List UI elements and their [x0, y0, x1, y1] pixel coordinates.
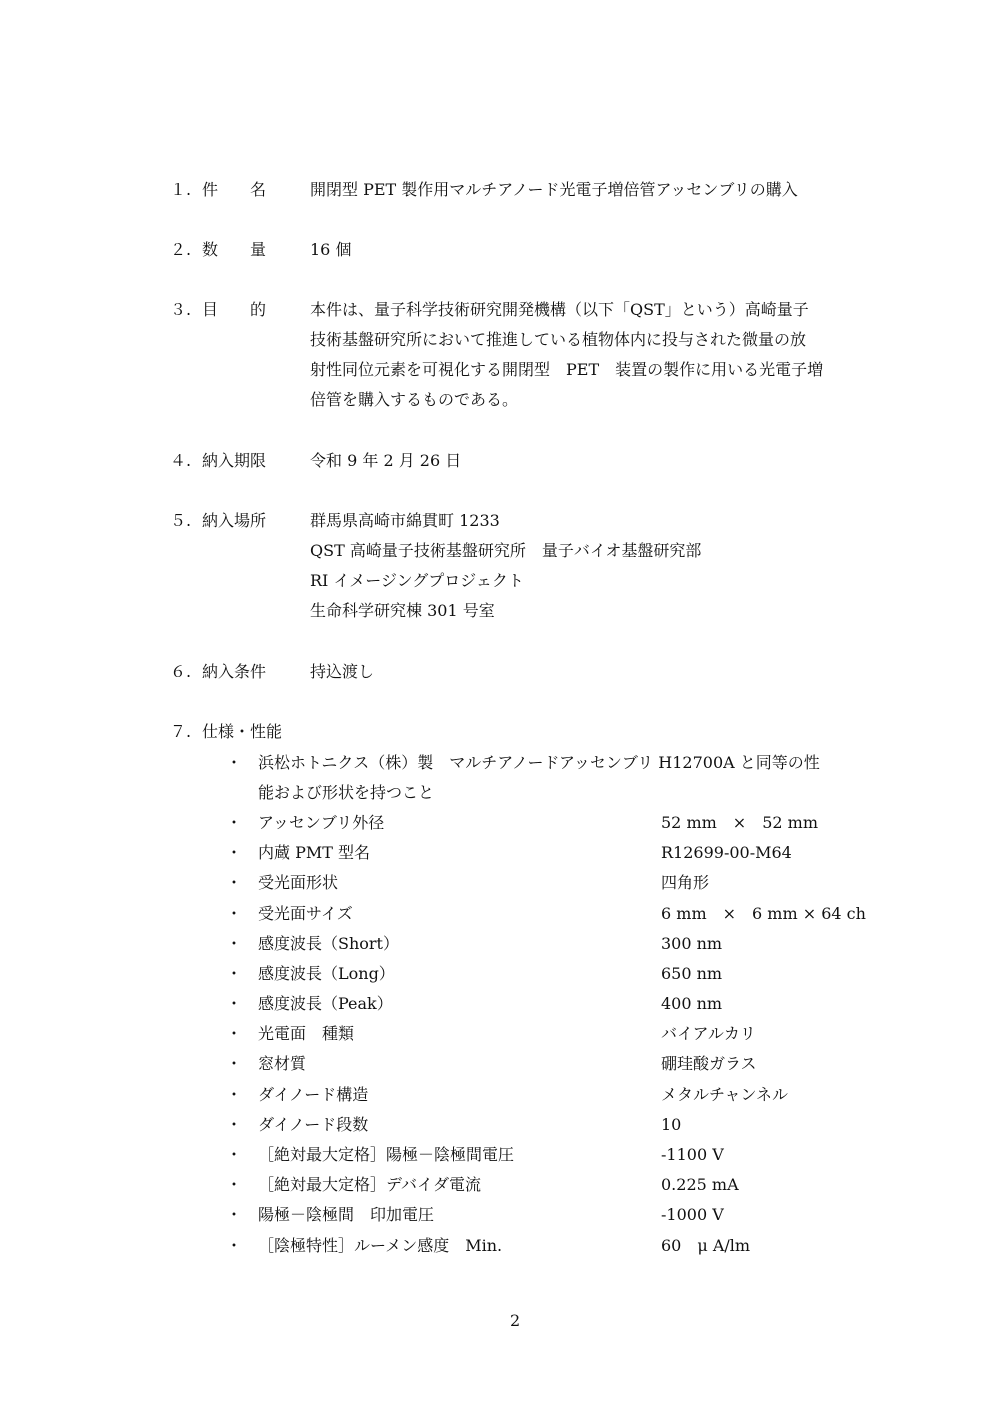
bullet: ・: [226, 1085, 243, 1104]
section-3-line: 射性同位元素を可視化する開閉型 PET 装置の製作に用いる光電子増: [310, 360, 824, 379]
section-4-label: 納入期限: [202, 451, 267, 470]
bullet: ・: [226, 1145, 243, 1164]
bullet: ・: [226, 1024, 243, 1043]
bullet: ・: [226, 843, 243, 862]
section-3-line: 技術基盤研究所において推進している植物体内に投与された微量の放: [310, 330, 807, 349]
bullet: ・: [226, 1236, 243, 1255]
spec-value: 0.225 mA: [661, 1175, 739, 1194]
bullet: ・: [226, 1205, 243, 1224]
section-4-number: ４.: [170, 451, 192, 470]
bullet: ・: [226, 873, 243, 892]
section-5-line: QST 高崎量子技術基盤研究所 量子バイオ基盤研究部: [310, 541, 702, 560]
section-5-line: 生命科学研究棟 301 号室: [310, 601, 495, 620]
spec-name: 受光面サイズ: [258, 904, 353, 923]
bullet: ・: [226, 994, 243, 1013]
page-number: 2: [510, 1311, 521, 1330]
section-2-label: 数 量: [202, 240, 267, 259]
section-2-number: ２.: [170, 240, 192, 259]
bullet: ・: [226, 964, 243, 983]
spec-name: ダイノード構造: [258, 1085, 369, 1104]
section-5-number: ５.: [170, 511, 192, 530]
spec-value: 四角形: [661, 873, 710, 892]
spec-value: -1000 V: [661, 1205, 724, 1224]
section-7-label: 仕様・性能: [202, 722, 283, 741]
section-5-label: 納入場所: [202, 511, 267, 530]
spec-value: 52 mm × 52 mm: [661, 813, 818, 832]
section-5-line: 群馬県高崎市綿貫町 1233: [310, 511, 500, 530]
section-1-number: １.: [170, 180, 192, 199]
section-6-label: 納入条件: [202, 662, 267, 681]
spec-value: バイアルカリ: [661, 1024, 756, 1043]
bullet: ・: [226, 1115, 243, 1134]
spec-name: アッセンブリ外径: [258, 813, 385, 832]
section-4-text: 令和 9 年 2 月 26 日: [310, 451, 462, 470]
spec-value: 650 nm: [661, 964, 723, 983]
section-1-label: 件 名: [202, 180, 267, 199]
spec-name: ［絶対最大定格］陽極－陰極間電圧: [258, 1145, 515, 1164]
bullet: ・: [226, 934, 243, 953]
spec-name: 内蔵 PMT 型名: [258, 843, 370, 862]
bullet: ・: [226, 1175, 243, 1194]
spec-intro-line: 能および形状を持つこと: [258, 783, 435, 802]
spec-value: 300 nm: [661, 934, 723, 953]
bullet: ・: [226, 1054, 243, 1073]
spec-value: R12699-00-M64: [661, 843, 792, 862]
spec-name: 陽極－陰極間 印加電圧: [258, 1205, 435, 1224]
spec-value: 10: [661, 1115, 682, 1134]
spec-value: 60 μ A/lm: [661, 1236, 751, 1255]
spec-name: 窓材質: [258, 1054, 307, 1073]
bullet: ・: [226, 904, 243, 923]
spec-value: -1100 V: [661, 1145, 724, 1164]
spec-intro-line: 浜松ホトニクス（株）製 マルチアノードアッセンブリ H12700A と同等の性: [258, 753, 820, 772]
spec-name: ［絶対最大定格］デバイダ電流: [258, 1175, 482, 1194]
spec-name: 感度波長（Peak）: [258, 994, 393, 1013]
section-3-number: ３.: [170, 300, 192, 319]
bullet: ・: [226, 753, 243, 772]
section-1-text: 開閉型 PET 製作用マルチアノード光電子増倍管アッセンブリの購入: [310, 180, 798, 199]
spec-name: 感度波長（Short）: [258, 934, 399, 953]
spec-name: ［陰極特性］ルーメン感度 Min.: [258, 1236, 503, 1255]
section-3-line: 本件は、量子科学技術研究開発機構（以下「QST」という）高崎量子: [310, 300, 809, 319]
section-3-label: 目 的: [202, 300, 267, 319]
section-5-line: RI イメージングプロジェクト: [310, 571, 524, 590]
section-3-line: 倍管を購入するものである。: [310, 390, 519, 409]
spec-name: 光電面 種類: [258, 1024, 355, 1043]
bullet: ・: [226, 813, 243, 832]
section-6-text: 持込渡し: [310, 662, 375, 681]
spec-name: 受光面形状: [258, 873, 339, 892]
section-2-text: 16 個: [310, 240, 352, 259]
spec-name: 感度波長（Long）: [258, 964, 395, 983]
spec-value: 6 mm × 6 mm × 64 ch: [661, 904, 866, 923]
section-7-number: ７.: [170, 722, 192, 741]
spec-value: 400 nm: [661, 994, 723, 1013]
spec-name: ダイノード段数: [258, 1115, 369, 1134]
spec-value: メタルチャンネル: [661, 1085, 789, 1104]
spec-value: 硼珪酸ガラス: [661, 1054, 757, 1073]
section-6-number: ６.: [170, 662, 192, 681]
